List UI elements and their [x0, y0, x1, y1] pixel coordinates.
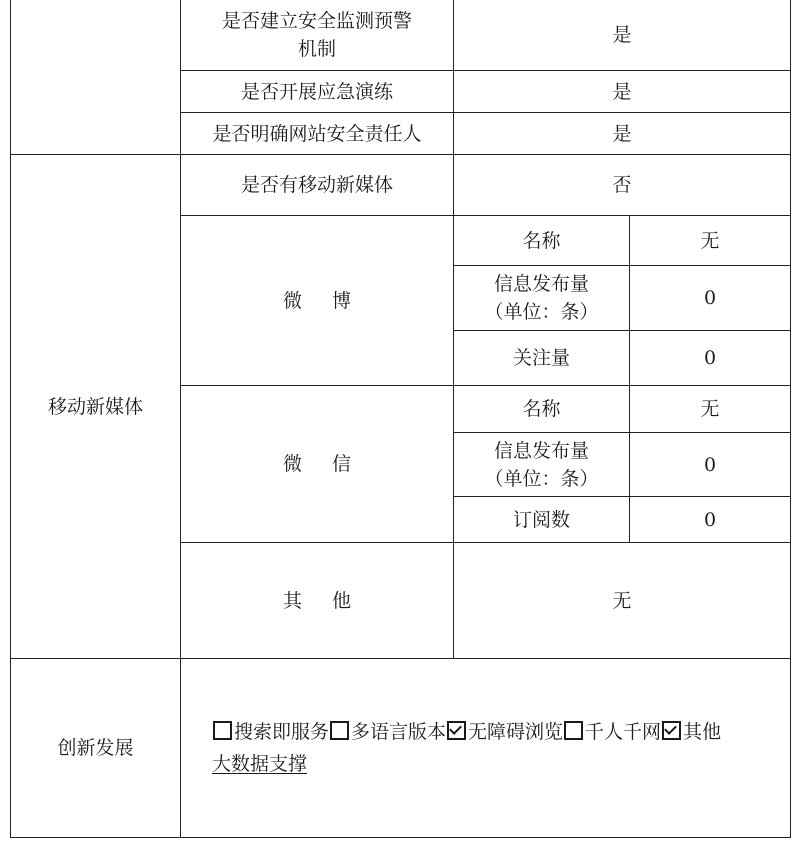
emergency-drill-label: 是否开展应急演练: [240, 80, 393, 103]
other-detail-text: 大数据支撑: [212, 753, 308, 775]
checkbox-other[interactable]: [662, 721, 681, 740]
checkbox-personalized[interactable]: [564, 721, 583, 740]
emergency-drill-value: 是: [612, 80, 632, 103]
option-search-as-service[interactable]: 搜索即服务: [212, 721, 329, 743]
weibo-name-label: 名称: [522, 229, 561, 252]
new-media-section-label: 移动新媒体: [47, 395, 143, 418]
weibo-label: 微 博: [282, 289, 352, 312]
has-new-media-value: 否: [612, 174, 632, 196]
weibo-name-value: 无: [700, 229, 720, 252]
wechat-name-label: 名称: [522, 398, 561, 420]
wechat-subscribers-value: 0: [703, 508, 717, 531]
security-warning-value: 是: [612, 24, 632, 46]
other-media-value: 无: [612, 589, 632, 612]
weibo-posts-label: 信息发布量 （单位：条）: [484, 273, 599, 323]
innovation-options: [212, 716, 782, 780]
innovation-section-label: 创新发展: [57, 737, 134, 759]
checkbox-search-as-service[interactable]: [213, 721, 232, 740]
weibo-posts-value: 0: [703, 287, 717, 309]
security-owner-label: 是否明确网站安全责任人: [212, 122, 422, 145]
wechat-subscribers-label: 订阅数: [512, 508, 570, 531]
checkbox-multilingual[interactable]: [330, 721, 349, 740]
weibo-followers-value: 0: [703, 347, 717, 369]
security-owner-value: 是: [612, 122, 632, 145]
weibo-followers-label: 关注量: [512, 347, 570, 369]
security-warning-label: 是否建立安全监测预警 机制: [221, 10, 412, 60]
option-accessibility[interactable]: 无障碍浏览: [446, 721, 563, 743]
option-other[interactable]: 其他: [661, 721, 721, 743]
option-personalized[interactable]: 千人千网: [563, 721, 661, 743]
other-media-label: 其 他: [282, 589, 352, 612]
option-multilingual[interactable]: 多语言版本: [329, 721, 446, 743]
wechat-posts-value: 0: [703, 453, 717, 476]
wechat-label: 微 信: [282, 453, 352, 475]
has-new-media-label: 是否有移动新媒体: [240, 174, 393, 196]
checkbox-accessibility[interactable]: [447, 721, 466, 740]
wechat-posts-label: 信息发布量 （单位：条）: [484, 439, 599, 490]
report-table: [10, 0, 791, 838]
wechat-name-value: 无: [700, 398, 720, 420]
